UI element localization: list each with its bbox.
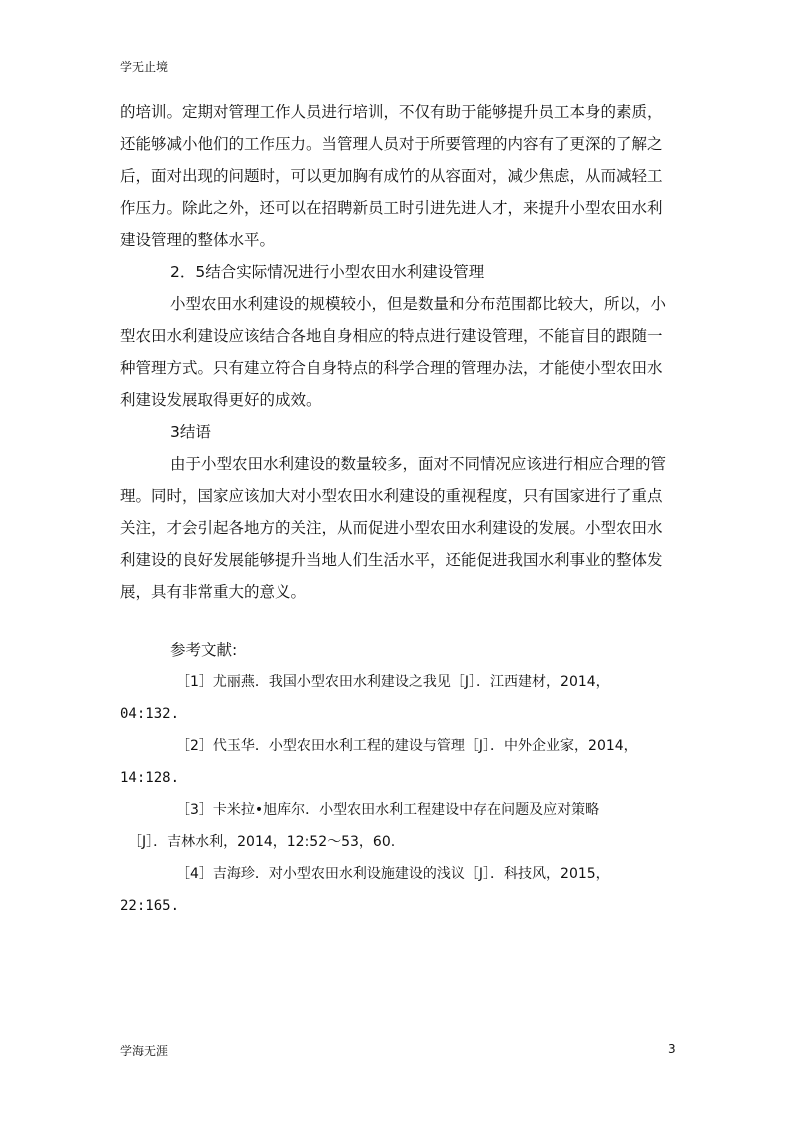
page-header: 学无止境 xyxy=(120,60,169,74)
paragraph-line: 理。同时，国家应该加大对小型农田水利建设的重视程度，只有国家进行了重点 xyxy=(120,487,663,505)
page-number: 3 xyxy=(668,1042,676,1056)
reference-line: 04:132. xyxy=(120,706,180,722)
paragraph-line: 建设管理的整体水平。 xyxy=(120,231,276,249)
reference-line: 22:165. xyxy=(120,898,180,914)
section-heading-3: 3结语 xyxy=(170,423,211,441)
spacer xyxy=(120,608,680,634)
paragraph-line: 关注，才会引起各地方的关注，从而促进小型农田水利建设的发展。小型农田水 xyxy=(120,519,663,537)
paragraph-line: 作压力。除此之外，还可以在招聘新员工时引进先进人才，来提升小型农田水利 xyxy=(120,199,663,217)
paragraph-line: 由于小型农田水利建设的数量较多，面对不同情况应该进行相应合理的管 xyxy=(170,455,667,473)
paragraph-line: 小型农田水利建设的规模较小，但是数量和分布范围都比较大，所以，小 xyxy=(170,295,667,313)
document-body xyxy=(120,96,680,922)
reference-line: ［1］尤丽燕．我国小型农田水利建设之我见［J］．江西建材，2014， xyxy=(176,674,610,690)
paragraph-line: 利建设发展取得更好的成效。 xyxy=(120,391,322,409)
reference-line: ［3］卡米拉•旭库尔．小型农田水利工程建设中存在问题及应对策略 xyxy=(176,802,600,818)
references-title: 参考文献: xyxy=(170,641,238,659)
paragraph-line: 利建设的良好发展能够提升当地人们生活水平，还能促进我国水利事业的整体发 xyxy=(120,551,663,569)
paragraph-line: 展，具有非常重大的意义。 xyxy=(120,583,307,601)
reference-line: ［4］吉海珍．对小型农田水利设施建设的浅议［J］．科技风，2015， xyxy=(176,866,610,882)
reference-line: ［J］．吉林水利，2014，12:52～53，60. xyxy=(128,834,396,850)
reference-line: 14:128. xyxy=(120,770,180,786)
paragraph-line: 的培训。定期对管理工作人员进行培训，不仅有助于能够提升员工本身的素质， xyxy=(120,103,663,121)
paragraph-line: 后，面对出现的问题时，可以更加胸有成竹的从容面对，减少焦虑，从而减轻工 xyxy=(120,167,663,185)
reference-line: ［2］代玉华．小型农田水利工程的建设与管理［J］．中外企业家，2014， xyxy=(176,738,638,754)
paragraph-line: 型农田水利建设应该结合各地自身相应的特点进行建设管理，不能盲目的跟随一 xyxy=(120,327,663,345)
section-heading-2-5: 2．5结合实际情况进行小型农田水利建设管理 xyxy=(170,263,485,281)
paragraph-line: 种管理方式。只有建立符合自身特点的科学合理的管理办法，才能使小型农田水 xyxy=(120,359,663,377)
paragraph-line: 还能够减小他们的工作压力。当管理人员对于所要管理的内容有了更深的了解之 xyxy=(120,135,663,153)
page-footer: 学海无涯 xyxy=(120,1044,169,1058)
